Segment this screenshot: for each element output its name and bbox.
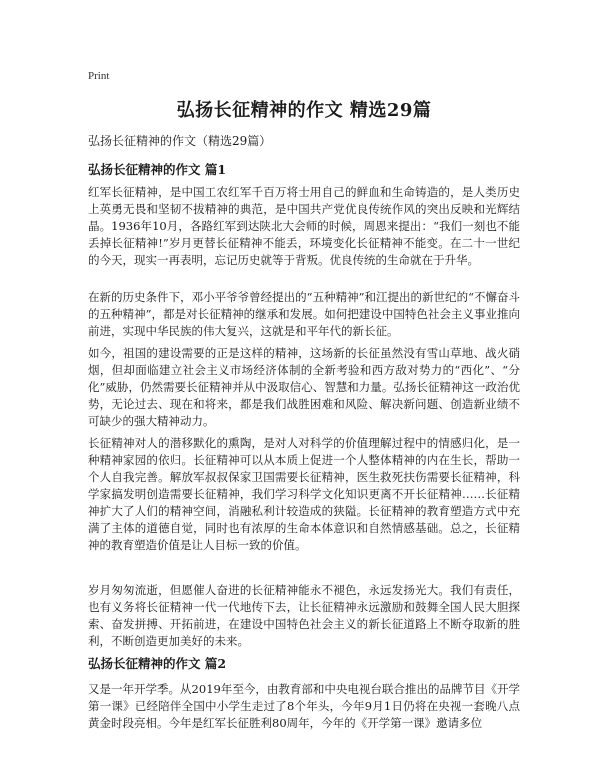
paragraph: 岁月匆匆流逝，但愿催人奋进的长征精神能永不褪色，永远发扬光大。我们有责任，也有义务将长征精神一代一代地传下去，让长征精神永远激励和鼓舞全国人民大胆探索、奋发拼搏、开拓前进，在建设中国特色社会主义的新长征道路上不断夺取新的胜利，不断创造更加美好的未来。: [88, 583, 520, 648]
paragraph: 如今，祖国的建设需要的正是这样的精神，这场新的长征虽然没有雪山草地、战火硝烟，但却面临建立社会主义市场经济体制的全新考验和西方敌对势力的“西化”、“分化”威胁，仍然需要长征精神并从中汲取信心、智慧和力量。弘扬长征精神这一政治优势，无论过去、现在和将来，都是我们战胜困难和风险、解决新问题、创造新业绩不可缺少的强大精神动力。: [88, 346, 520, 428]
paragraph: 长征精神对人的潜移默化的熏陶，是对人对科学的价值理解过程中的情感归化，是一种精神家园的依归。长征精神可以从本质上促进一个人整体精神的内在生长，帮助一个人自我完善。解放军叔叔保家卫国需要长征精神，医生救死扶伤需要长征精神，科学家搞发明创造需要长征精神，我们学习科学文化知识更离不开长征精神……长征精神扩大了人们的精神空间，消融私利计较造成的狭隘。长征精神的教育塑造方式中充满了主体的道德自觉，同时也有浓厚的生命本体意识和自然情感基础。总之，长征精神的教育塑造价值是让人目标一致的价值。: [88, 436, 520, 552]
section-heading-1: 弘扬长征精神的作文 篇1: [88, 162, 227, 177]
print-label[interactable]: Print: [88, 70, 110, 82]
paragraph: 又是一年开学季。从2019年至今，由教育部和中央电视台联合推出的品牌节目《开学第一课》已经陪伴全国中小学生走过了8个年头，今年9月1日仍将在央视一套晚八点黄金时段亮相。今年是红军长征胜利80周年，今年的《开学第一课》邀请多位: [88, 682, 520, 730]
document-subtitle: 弘扬长征精神的作文（精选29篇）: [88, 134, 272, 148]
paragraph: 在新的历史条件下，邓小平爷爷曾经提出的“五种精神”和江提出的新世纪的“不懈奋斗的五种精神”，都是对长征精神的继承和发展。如何把建设中国特色社会主义事业推向前进，实现中华民族的伟大复兴，这就是和平年代的新长征。: [88, 290, 520, 338]
page-title: 弘扬长征精神的作文 精选29篇: [176, 100, 432, 121]
paragraph: 红军长征精神，是中国工农红军千百万将士用自己的鲜血和生命铸造的，是人类历史上英勇无畏和坚韧不拔精神的典范，是中国共产党优良传统作风的突出反映和光辉结晶。1936年10月，各路红军到达陕北大会师的时候，周恩来提出：“我们一刻也不能丢掉长征精神!”岁月更替长征精神不能丢，环境变化长征精神不能变。在二十一世纪的今天，现实一再表明，忘记历史就等于背叛。优良传统的生命就在于升华。: [88, 185, 520, 267]
section-heading-2: 弘扬长征精神的作文 篇2: [88, 656, 227, 671]
